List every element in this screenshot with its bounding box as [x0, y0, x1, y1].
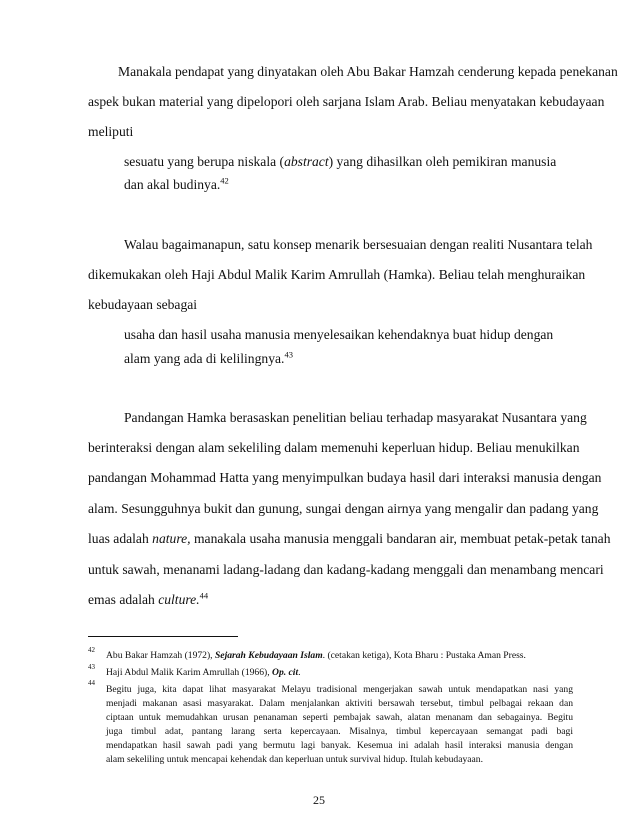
footnote-44-line-2: menjadi makanan asasi masyarakat. Dalam menjalankan aktiviti bersawah tersebut, timbul pelbagai rekaan dan — [106, 698, 573, 709]
paragraph-3-line-2: berinteraksi dengan alam sekeliling dalam memenuhi keperluan hidup. Beliau menukilkan — [88, 440, 580, 455]
footnote-44-line-5: mendapatkan hasil sawah padi yang bermutu lagi banyak. Kesemua ini adalah hasil interaksi manusia dengan — [106, 740, 573, 751]
footnote-44-line-3: ciptaan untuk memudahkan urusan penanaman seperti pembajak sawah, alatan menanam dan sebagainya. Begitu — [106, 712, 573, 723]
footnote-43-text — [106, 666, 573, 679]
paragraph-3-text-c: manakala usaha manusia menggali bandaran air, membuat petak-petak tanah — [190, 531, 611, 546]
footnote-44-line-6: alam sekeliling untuk mencapai kehendak dan keperluan untuk survival hidup. Itulah kebudayaan. — [106, 754, 483, 765]
footnote-44-line-4: juga timbul adat, pantang larang serta kepercayaan. Misalnya, timbul kepercayaan semangat padi bagi — [106, 726, 573, 737]
paragraph-3-line-5 — [88, 530, 611, 548]
footnote-ref-43: 43 — [284, 349, 293, 360]
footnote-42-author: Abu Bakar Hamzah (1972), — [106, 650, 215, 661]
footnote-44-line-1: Begitu juga, kita dapat lihat masyarakat Melayu tradisional mengerjakan sawah untuk mendapatkan nasi yang — [106, 684, 573, 695]
quote-1-italic-abstract: abstract — [284, 154, 329, 169]
quote-1-text-c: ) yang dihasilkan oleh pemikiran manusia — [328, 154, 557, 169]
footnote-43-end: . — [298, 667, 301, 678]
paragraph-3-line-1: Pandangan Hamka berasaskan penelitian beliau terhadap masyarakat Nusantara yang — [124, 410, 587, 425]
paragraph-3-line-7 — [88, 591, 208, 609]
footnote-43-author: Haji Abdul Malik Karim Amrullah (1966), — [106, 667, 273, 678]
quote-2-line-1: usaha dan hasil usaha manusia menyelesaikan kehendaknya buat hidup dengan — [124, 327, 554, 342]
quote-2-text-end: alam yang ada di kelilingnya. — [124, 351, 285, 366]
paragraph-1-line-3: meliputi — [88, 124, 134, 139]
footnote-43-opcit: Op. cit — [272, 667, 299, 678]
paragraph-2-line-2: dikemukakan oleh Haji Abdul Malik Karim Amrullah (Hamka). Beliau telah menghuraikan — [88, 267, 586, 282]
paragraph-1-line-2: aspek bukan material yang dipelopori oleh sarjana Islam Arab. Beliau menyatakan kebudayaan — [88, 94, 605, 109]
paragraph-3-line-6: untuk sawah, menanami ladang-ladang dan kadang-kadang menggali dan menambang mencari — [88, 562, 604, 577]
paragraph-2-line-1: Walau bagaimanapun, satu konsep menarik bersesuaian dengan realiti Nusantara telah — [124, 237, 593, 252]
footnote-44-number: 44 — [88, 679, 95, 687]
paragraph-3-line-3: pandangan Mohammad Hatta yang menyimpulkan budaya hasil dari interaksi manusia dengan — [88, 470, 602, 485]
footnote-42-number: 42 — [88, 646, 95, 654]
paragraph-3-italic-nature: nature, — [152, 531, 191, 546]
paragraph-3-text-d: emas adalah — [88, 592, 159, 607]
quote-1-line-1 — [124, 153, 556, 171]
page-number: 25 — [313, 793, 325, 807]
paragraph-3-line-4: alam. Sesungguhnya bukit dan gunung, sungai dengan airnya yang mengalir dan padang yang — [88, 501, 599, 516]
paragraph-2-line-3: kebudayaan sebagai — [88, 297, 198, 312]
footnote-43-number: 43 — [88, 663, 95, 671]
quote-2-line-2 — [124, 350, 293, 368]
paragraph-3-italic-culture: culture. — [158, 592, 200, 607]
quote-1-text-end: dan akal budinya. — [124, 177, 221, 192]
footnote-ref-42: 42 — [220, 175, 229, 186]
footnote-divider — [88, 636, 238, 637]
footnote-42-title: Sejarah Kebudayaan Islam — [214, 650, 323, 661]
paragraph-1-line-1: Manakala pendapat yang dinyatakan oleh Abu Bakar Hamzah cenderung kepada penekanan — [118, 64, 618, 79]
quote-1-line-2 — [124, 176, 229, 194]
quote-1-text-a: sesuatu yang berupa niskala ( — [124, 154, 285, 169]
footnote-ref-44: 44 — [199, 590, 209, 601]
footnote-42-text — [106, 649, 573, 662]
footnote-42-publisher: . (cetakan ketiga), Kota Bharu : Pustaka Aman Press. — [322, 650, 526, 661]
paragraph-3-text-a: luas adalah — [88, 531, 153, 546]
